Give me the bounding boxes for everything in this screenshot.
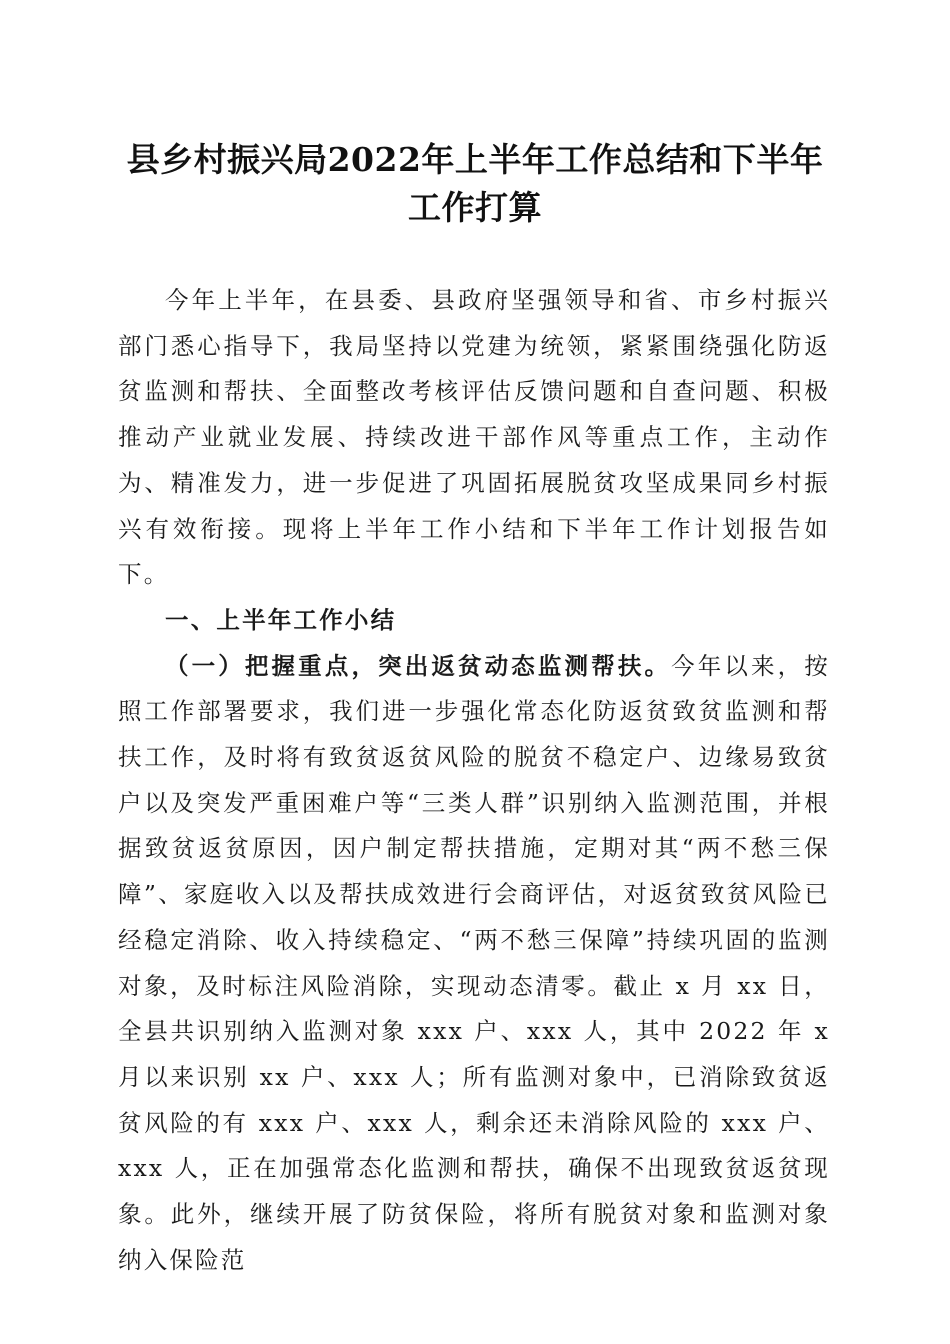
document-title: 县乡村振兴局2022年上半年工作总结和下半年工作打算 — [126, 140, 824, 227]
document-body — [118, 278, 830, 1283]
subsection-lead: （一）把握重点，突出返贫动态监测帮扶。 — [165, 651, 672, 680]
subsection-body: 今年以来，按照工作部署要求，我们进一步强化常态化防返贫致贫监测和帮扶工作，及时将有致贫返贫风险的脱贫不稳定户、边缘易致贫户以及突发严重困难户等“三类人群”识别纳入监测范围，并根据致贫返贫原因，因户制定帮扶措施，定期对其“两不愁三保障”、家庭收入以及帮扶成效进行会商评估，对返贫致贫风险已经稳定消除、收入持续稳定、“两不愁三保障”持续巩固的监测对象，及时标注风险消除，实现动态清零。截止 x 月 xx 日，全县共识别纳入监测对象 xxx 户、xxx 人，其中 2022 年 x 月以来识别 xx 户、xxx 人；所有监测对象中，已消除致贫返贫风险的有 xxx 户、xxx 人，剩余还未消除风险的 xxx 户、xxx 人，正在加强常态化监测和帮扶，确保不出现致贫返贫现象。此外，继续开展了防贫保险，将所有脱贫对象和监测对象纳入保险范 — [118, 651, 830, 1274]
section-heading: 一、上半年工作小结 — [165, 605, 397, 634]
intro-paragraph: 今年上半年，在县委、县政府坚强领导和省、市乡村振兴部门悉心指导下，我局坚持以党建为统领，紧紧围绕强化防返贫监测和帮扶、全面整改考核评估反馈问题和自查问题、积极推动产业就业发展、持续改进干部作风等重点工作，主动作为、精准发力，进一步促进了巩固拓展脱贫攻坚成果同乡村振兴有效衔接。现将上半年工作小结和下半年工作计划报告如下。 — [118, 286, 830, 589]
subsection-paragraph — [118, 644, 830, 1284]
